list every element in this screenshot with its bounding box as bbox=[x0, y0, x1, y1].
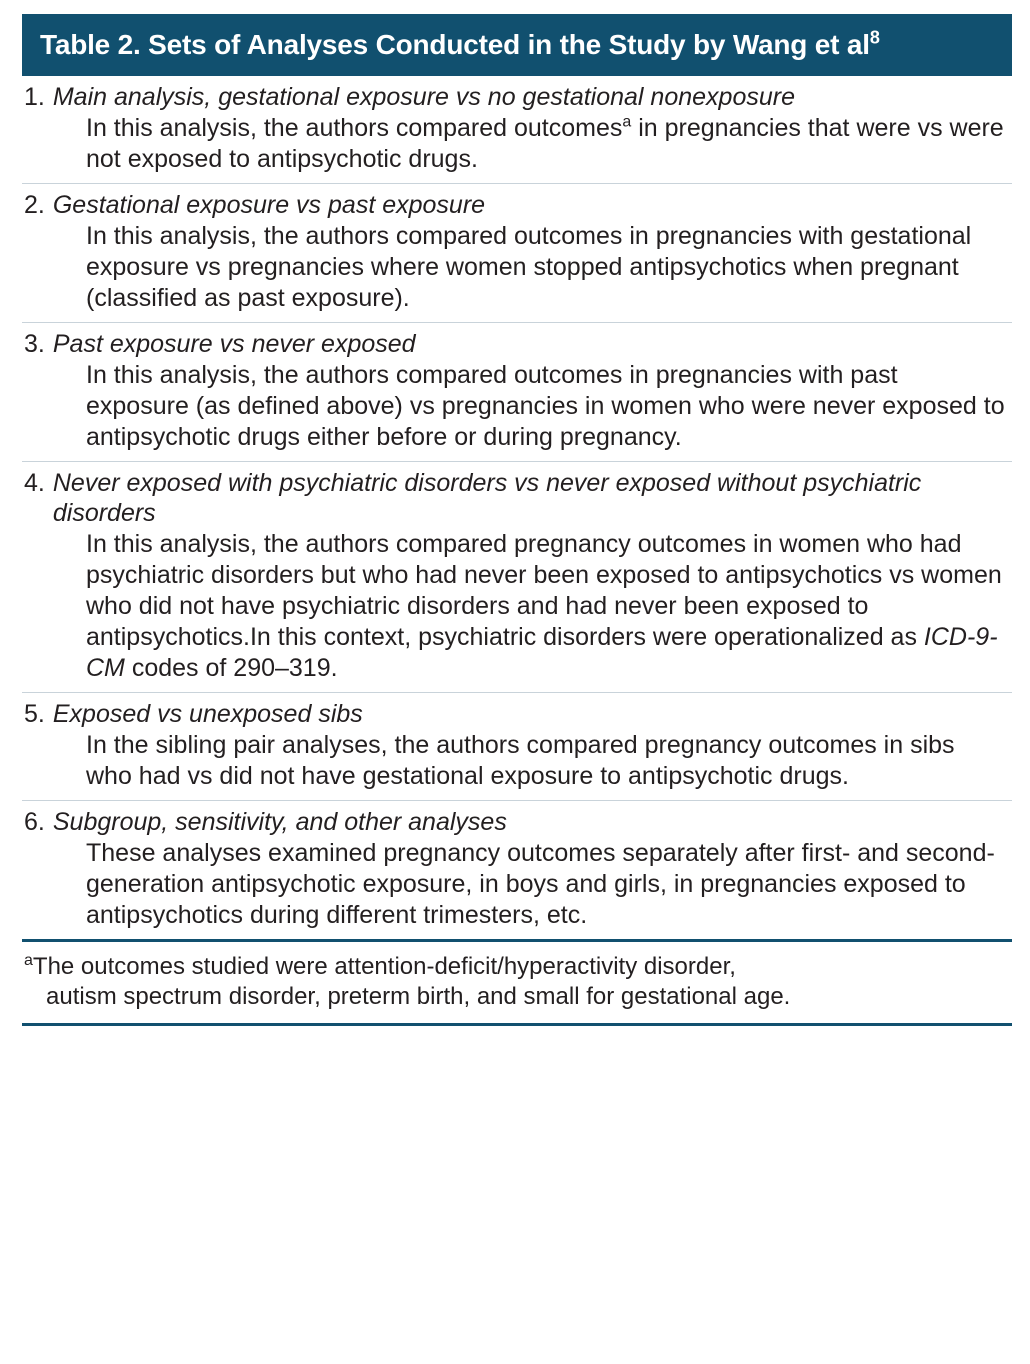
analysis-title bbox=[24, 807, 1006, 837]
table-row bbox=[22, 184, 1012, 323]
analysis-number: 3. bbox=[24, 330, 45, 359]
table-row bbox=[22, 323, 1012, 462]
analysis-description-post: in pregnancies that were vs were not exposed to antipsychotic drugs. bbox=[86, 114, 1004, 174]
analysis-title bbox=[24, 699, 1006, 729]
table-row bbox=[22, 76, 1012, 184]
analysis-number: 6. bbox=[24, 808, 45, 837]
analysis-number: 1. bbox=[24, 83, 45, 112]
table-row bbox=[22, 693, 1012, 801]
footnote-line-2: autism spectrum disorder, preterm birth, and small for gestational age. bbox=[46, 983, 791, 1011]
analysis-description: In this analysis, the authors compared outcomes in pregnancies with gestational exposure vs pregnancies where women stopped antipsychotics when pregnant (classified as past exposure). bbox=[86, 222, 972, 313]
analysis-description bbox=[24, 529, 1006, 684]
footnote-marker-a: a bbox=[24, 952, 33, 970]
icd-code-label: ICD-9-CM bbox=[86, 623, 998, 683]
footnote-marker-a: a bbox=[622, 113, 632, 131]
analysis-title-text: Main analysis, gestational exposure vs no gestational nonexposure bbox=[52, 83, 795, 112]
table-row bbox=[22, 462, 1012, 693]
table-body bbox=[22, 76, 1012, 942]
analysis-title bbox=[24, 82, 1006, 112]
analysis-title-text: Exposed vs unexposed sibs bbox=[52, 700, 363, 729]
analysis-description-pre: In this analysis, the authors compared pregnancy outcomes in women who had psychiatric disorders but who had never been exposed to antipsychotics vs women who did not have psychiatric disorders and had never been exposed to antipsychotics.In this context, psychiatric disorders were operationalized as bbox=[86, 530, 1002, 652]
analysis-title-text: Gestational exposure vs past exposure bbox=[52, 191, 486, 220]
analysis-title bbox=[24, 468, 1006, 528]
analysis-description: In this analysis, the authors compared outcomes in pregnancies with past exposure (as defined above) vs pregnancies in women who were never exposed to antipsychotic drugs either before or during pregnancy. bbox=[86, 361, 1005, 452]
analysis-title bbox=[24, 190, 1006, 220]
analysis-description bbox=[24, 113, 1006, 175]
footnote-line-1: The outcomes studied were attention-deficit/hyperactivity disorder, bbox=[32, 953, 736, 981]
analysis-title-text: Subgroup, sensitivity, and other analyses bbox=[52, 808, 507, 837]
table-title: Table 2. Sets of Analyses Conducted in the Study by Wang et al bbox=[40, 29, 870, 60]
table-footnote bbox=[22, 942, 1012, 1025]
table-row bbox=[22, 801, 1012, 942]
table-title-reference: 8 bbox=[869, 27, 880, 48]
table-title-bar bbox=[22, 14, 1012, 76]
analysis-number: 4. bbox=[24, 469, 45, 498]
analysis-number: 5. bbox=[24, 700, 45, 729]
analysis-description-pre: In this analysis, the authors compared outcomes bbox=[86, 114, 623, 143]
analysis-description: These analyses examined pregnancy outcomes separately after first- and second-generation antipsychotic exposure, in boys and girls, in pregnancies exposed to antipsychotics during different trimesters, etc. bbox=[86, 839, 995, 930]
analysis-title-text: Never exposed with psychiatric disorders vs never exposed without psychiatric disorders bbox=[52, 469, 922, 528]
analysis-number: 2. bbox=[24, 191, 45, 220]
analysis-title-text: Past exposure vs never exposed bbox=[52, 330, 416, 359]
analysis-title bbox=[24, 329, 1006, 359]
analysis-description: In the sibling pair analyses, the authors compared pregnancy outcomes in sibs who had vs did not have gestational exposure to antipsychotic drugs. bbox=[86, 731, 955, 791]
analysis-description-post: codes of 290–319. bbox=[124, 654, 338, 683]
